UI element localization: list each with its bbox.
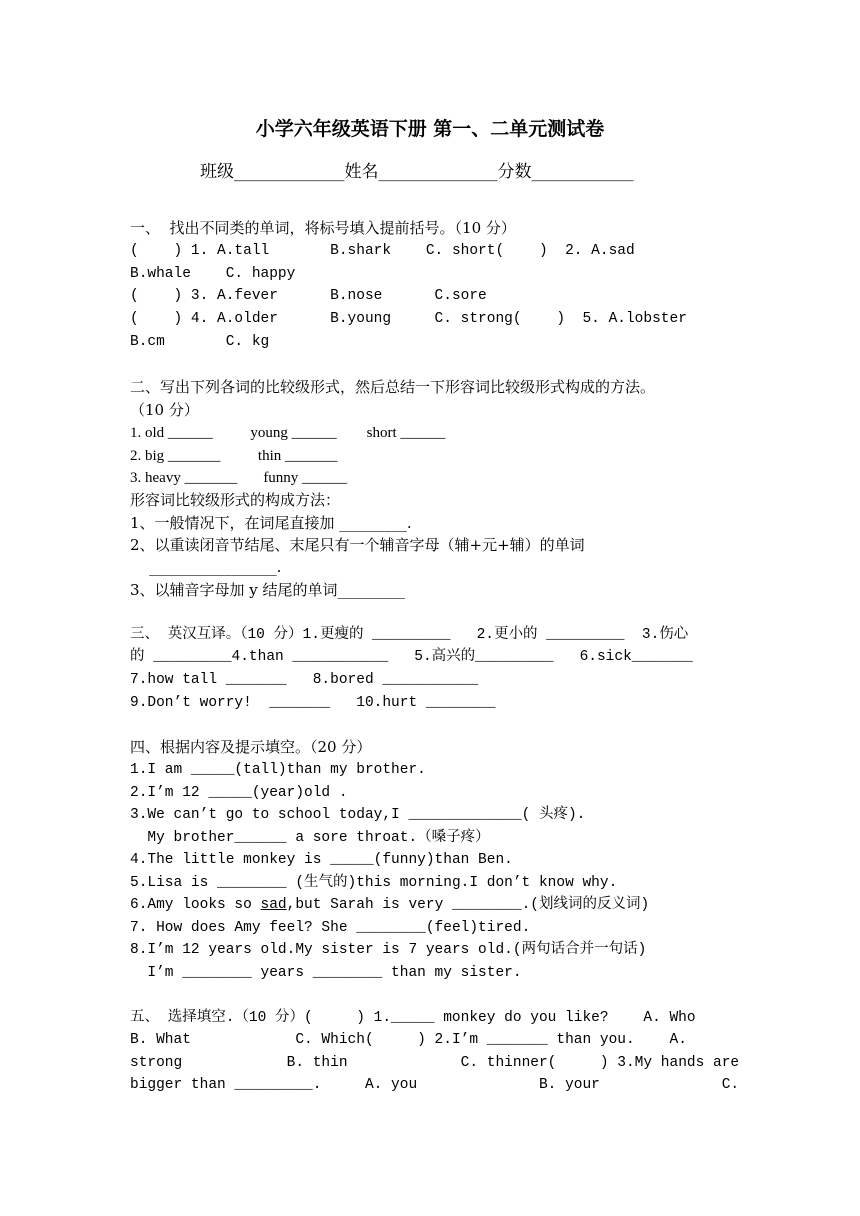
section-1-line: B.whale C. happy bbox=[130, 266, 296, 282]
section-2-row: 2. big _______ thin _______ bbox=[130, 448, 338, 464]
section-3-line: 的 _________4.than ___________ 5.高兴的_________ 6.sick_______ bbox=[130, 649, 693, 665]
section-2-rule: 3、以辅音字母加 y 结尾的单词_________ bbox=[130, 581, 406, 599]
section-3-line: 9.Don’t worry! _______ 10.hurt ________ bbox=[130, 695, 496, 711]
section-4-line: 5.Lisa is ________ (生气的)this morning.I don’t know why. bbox=[130, 875, 618, 891]
section-5-line: strong B. thin C. thinner( ) 3.My hands are bbox=[130, 1055, 740, 1071]
section-2-row: 1. old ______ young ______ short ______ bbox=[130, 425, 446, 441]
section-4-line: 1.I am _____(tall)than my brother. bbox=[130, 762, 426, 778]
section-2-rule: 1、一般情况下，在词尾直接加 _________. bbox=[130, 514, 412, 532]
section-4-line: My brother______ a sore throat.（嗓子疼） bbox=[130, 830, 490, 846]
section-5-line: bigger than _________. A. you B. your C. bbox=[130, 1077, 740, 1093]
section-2-rule-title: 形容词比较级形式的构成方法： bbox=[130, 491, 341, 509]
section-4-line: 4.The little monkey is _____(funny)than Ben. bbox=[130, 852, 513, 868]
section-2-rule: 2、以重读闭音节结尾、末尾只有一个辅音字母（辅+元+辅）的单词 bbox=[130, 536, 585, 554]
section-4-line-6 bbox=[130, 895, 649, 915]
section-1-line: ( ) 1. A.tall B.shark C. short( ) 2. A.sad bbox=[130, 243, 635, 259]
section-4-line: 8.I’m 12 years old.My sister is 7 years old.(两句话合并一句话) bbox=[130, 942, 647, 958]
section-4-heading: 四、根据内容及提示填空。（20 分） bbox=[130, 738, 372, 756]
section-1-heading: 一、 找出不同类的单词，将标号填入提前括号。（10 分） bbox=[130, 219, 516, 237]
line-6-start: 6.Amy looks so bbox=[130, 897, 261, 913]
section-1-line: B.cm C. kg bbox=[130, 334, 270, 350]
line-6-end: ,but Sarah is very ________.(划线词的反义词) bbox=[286, 897, 650, 913]
section-4-line: 7. How does Amy feel? She ________(feel)tired. bbox=[130, 920, 531, 936]
section-5-line: B. What C. Which( ) 2.I’m _______ than you. A. bbox=[130, 1032, 687, 1048]
section-4-line: I’m ________ years ________ than my sister. bbox=[130, 965, 522, 981]
section-1-line: ( ) 3. A.fever B.nose C.sore bbox=[130, 288, 487, 304]
section-2-rule: _________________. bbox=[130, 558, 282, 576]
header-fields: 班级_____________姓名______________分数____________ bbox=[200, 162, 634, 182]
section-1-line: ( ) 4. A.older B.young C. strong( ) 5. A.lobster bbox=[130, 311, 687, 327]
section-4-line: 2.I’m 12 _____(year)old . bbox=[130, 785, 348, 801]
section-3-line: 7.how tall _______ 8.bored ___________ bbox=[130, 672, 479, 688]
section-2-heading: 二、写出下列各词的比较级形式，然后总结一下形容词比较级形式构成的方法。 bbox=[130, 378, 656, 396]
section-5-line: 五、 选择填空.（10 分）( ) 1._____ monkey do you like? A. Who bbox=[130, 1010, 696, 1026]
underlined-word: sad bbox=[260, 897, 287, 913]
section-3-line: 三、 英汉互译。（10 分）1.更瘦的 _________ 2.更小的 _________ 3.伤心 bbox=[130, 627, 689, 643]
section-2-row: 3. heavy _______ funny ______ bbox=[130, 470, 348, 486]
section-4-line: 3.We can’t go to school today,I _____________( 头疼). bbox=[130, 807, 586, 823]
section-2-heading-score: （10 分） bbox=[130, 401, 199, 419]
page-title: 小学六年级英语下册 第一、二单元测试卷 bbox=[255, 118, 605, 140]
